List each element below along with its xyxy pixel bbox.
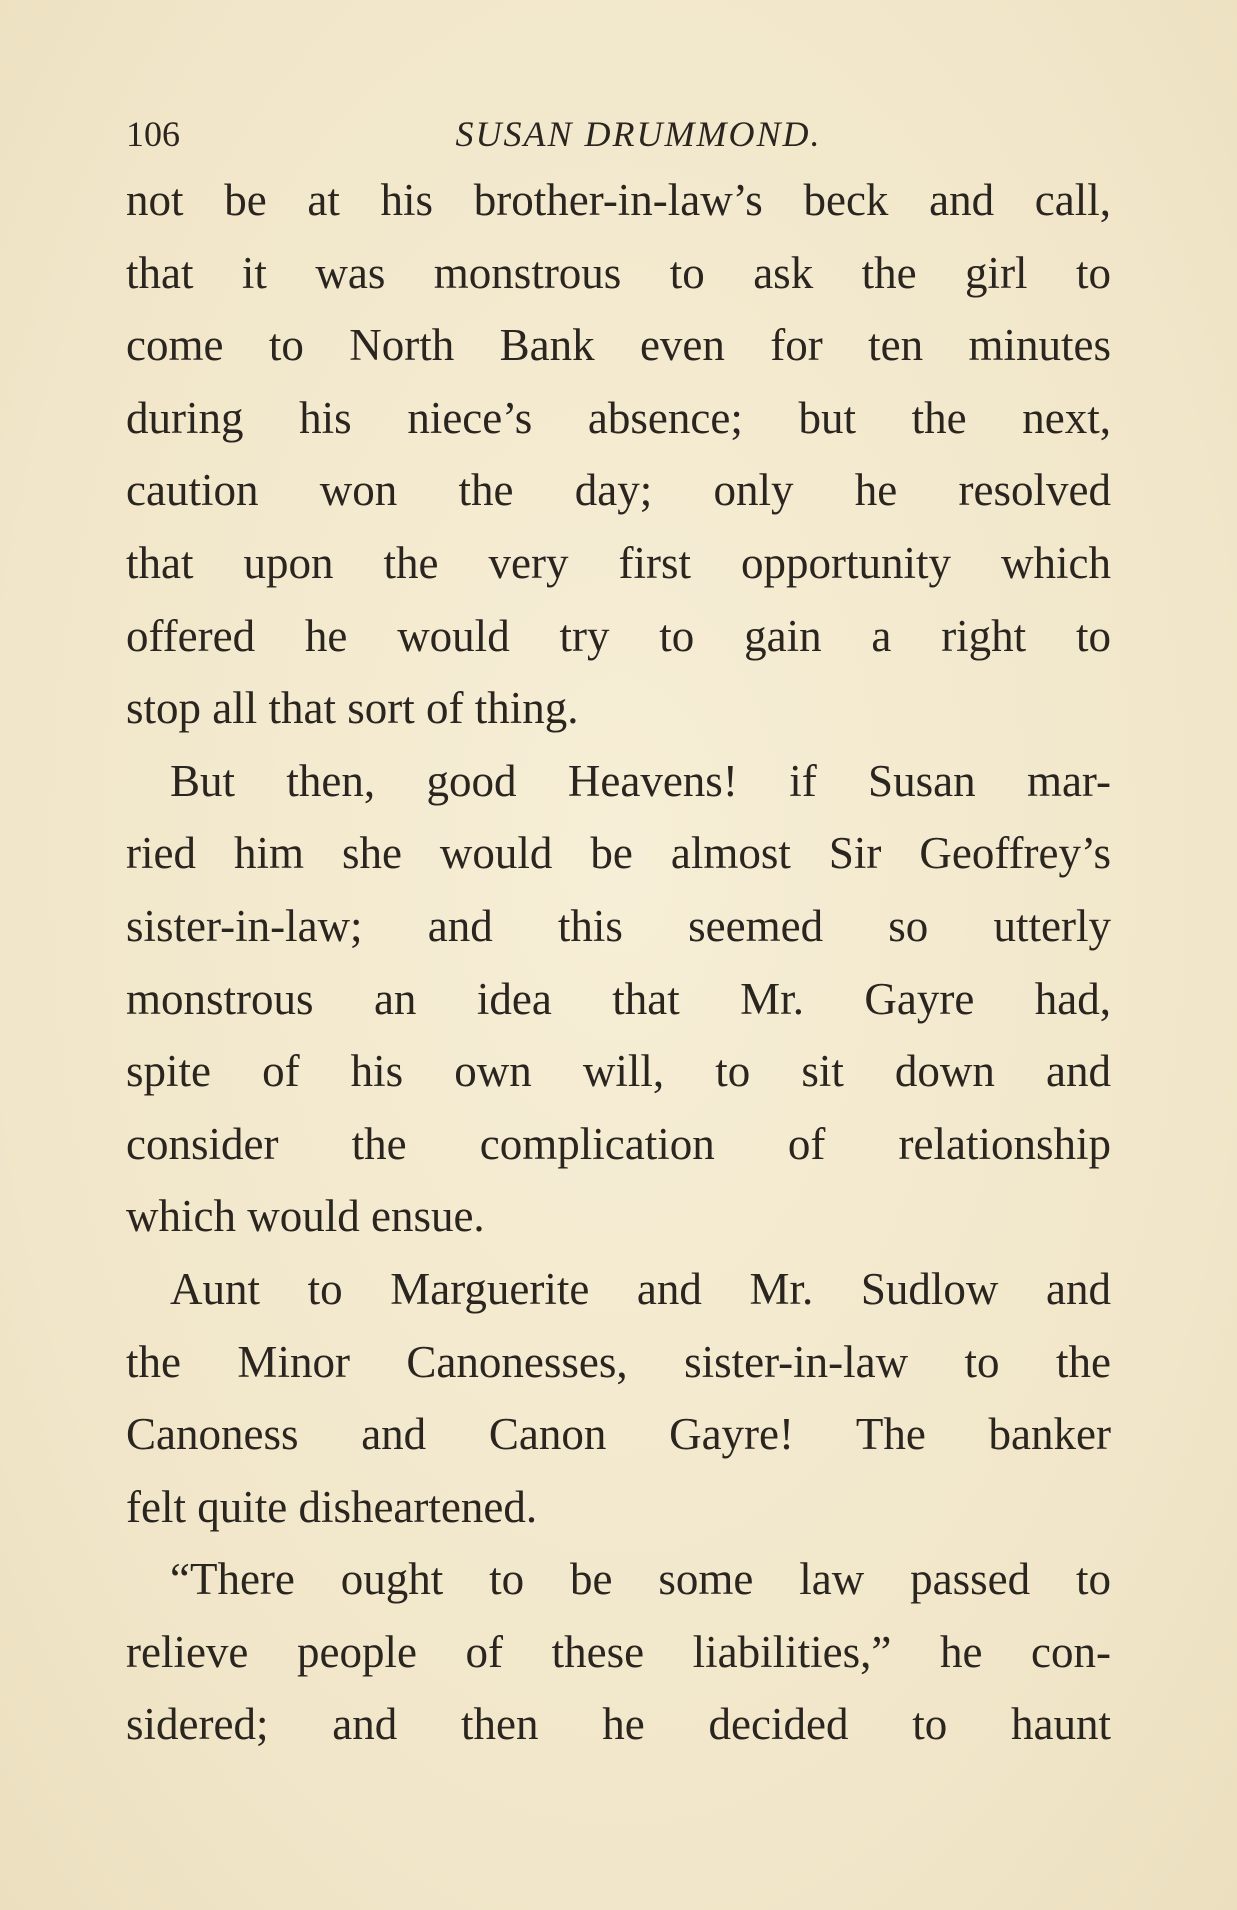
text-line: sister-in-law; and this seemed so utterly	[126, 900, 1111, 951]
text-line: felt quite disheartened.	[126, 1481, 538, 1532]
text-line: caution won the day; only he resolved	[126, 465, 1111, 516]
text-line: Canoness and Canon Gayre! The banker	[126, 1409, 1111, 1460]
text-line: the Minor Canonesses, sister-in-law to the	[126, 1336, 1111, 1387]
text-line: offered he would try to gain a right to	[126, 610, 1111, 661]
text-line: during his niece’s absence; but the next,	[126, 392, 1111, 443]
text-line: not be at his brother-in-law’s beck and call,	[126, 175, 1111, 225]
text-line: that it was monstrous to ask the girl to	[126, 247, 1111, 298]
text-line: relieve people of these liabilities,” he con-	[126, 1626, 1111, 1677]
text-line: But then, good Heavens! if Susan mar-	[170, 755, 1111, 806]
body-text	[126, 164, 1111, 1761]
text-line: that upon the very first opportunity which	[126, 537, 1111, 588]
running-head	[126, 104, 1111, 164]
text-line: which would ensue.	[126, 1191, 485, 1242]
text-line: consider the complication of relationship	[126, 1118, 1111, 1169]
text-line: Aunt to Marguerite and Mr. Sudlow and	[170, 1263, 1111, 1314]
text-line: come to North Bank even for ten minutes	[126, 320, 1111, 371]
text-line: ried him she would be almost Sir Geoffrey’s	[126, 828, 1111, 879]
running-title: SUSAN DRUMMOND.	[455, 114, 822, 154]
text-line: spite of his own will, to sit down and	[126, 1046, 1111, 1097]
page-number: 106	[126, 114, 180, 154]
text-line: sidered; and then he decided to haunt	[126, 1699, 1111, 1750]
text-line: stop all that sort of thing.	[126, 683, 579, 734]
text-line: monstrous an idea that Mr. Gayre had,	[126, 973, 1111, 1024]
text-line: “There ought to be some law passed to	[170, 1554, 1111, 1605]
book-page	[126, 104, 1111, 1761]
